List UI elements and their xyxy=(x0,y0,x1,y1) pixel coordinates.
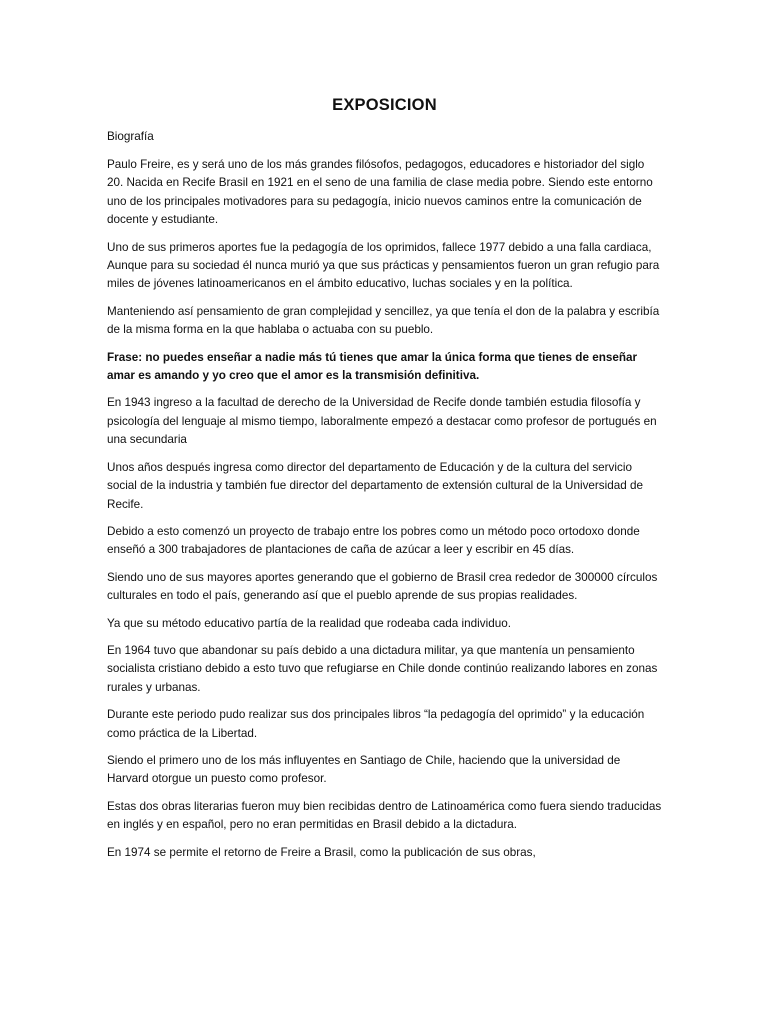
paragraph-director: Unos años después ingresa como director del departamento de Educación y de la cultura del servicio social de la industria y también fue director del departamento de extensión cultural de la Universidad de Recife. xyxy=(107,460,643,511)
paragraph-obras: Estas dos obras literarias fueron muy bien recibidas dentro de Latinoamérica como fuera siendo traducidas en inglés y en español, pero no eran permitidas en Brasil debido a la dictadura. xyxy=(107,799,662,832)
paragraph-frase: Frase: no puedes enseñar a nadie más tú tienes que amar la única forma que tienes de enseñar amar es amando y yo creo que el amor es la transmisión definitiva. xyxy=(107,350,638,383)
paragraph-metodo: Ya que su método educativo partía de la realidad que rodeaba cada individuo. xyxy=(107,616,511,630)
paragraph-circulos: Siendo uno de sus mayores aportes generando que el gobierno de Brasil crea rededor de 300000 círculos culturales en todo el país, generando así que el pueblo aprende de sus propias realidades. xyxy=(107,570,658,603)
document-title: EXPOSICION xyxy=(332,96,437,114)
section-label: Biografía xyxy=(107,130,154,143)
paragraph-pensamiento: Manteniendo así pensamiento de gran complejidad y sencillez, ya que tenía el don de la palabra y escribía de la misma forma en la que hablaba o actuaba con su pueblo. xyxy=(107,304,660,337)
paragraph-intro: Paulo Freire, es y será uno de los más grandes filósofos, pedagogos, educadores e historiador del siglo 20. Nacida en Recife Brasil en 1921 en el seno de una familia de clase media pobre. Siendo este entorno uno de los principales motivadores para su pedagogía, inicio nuevos caminos entre la comunicación de docente y estudiante. xyxy=(107,158,653,227)
paragraph-aportes: Uno de sus primeros aportes fue la pedagogía de los oprimidos, fallece 1977 debido a una falla cardiaca, Aunque para su sociedad él nunca murió ya que sus prácticas y pensamientos fueron un gran refugio para miles de jóvenes latinoamericanos en el ámbito educativo, luchas sociales y en la política. xyxy=(107,240,660,291)
paragraph-1943: En 1943 ingreso a la facultad de derecho de la Universidad de Recife donde también estudia filosofía y psicología del lenguaje al mismo tiempo, laboralmente empezó a destacar como profesor de portugués en una secundaria xyxy=(107,396,657,447)
paragraph-1974: En 1974 se permite el retorno de Freire a Brasil, como la publicación de sus obras, xyxy=(107,845,536,859)
document-page xyxy=(107,0,662,862)
paragraph-harvard: Siendo el primero uno de los más influyentes en Santiago de Chile, haciendo que la universidad de Harvard otorgue un puesto como profesor. xyxy=(107,753,621,786)
paragraph-libros: Durante este periodo pudo realizar sus dos principales libros “la pedagogía del oprimido” y la educación como práctica de la Libertad. xyxy=(107,708,645,740)
paragraph-proyecto: Debido a esto comenzó un proyecto de trabajo entre los pobres como un método poco ortodoxo donde enseñó a 300 trabajadores de plantaciones de caña de azúcar a leer y escribir en 45 días. xyxy=(107,524,640,557)
paragraph-1964: En 1964 tuvo que abandonar su país debido a una dictadura militar, ya que mantenía un pensamiento socialista cristiano debido a esto tuvo que refugiarse en Chile donde continúo realizando labores en zonas rurales y urbanas. xyxy=(107,643,658,694)
